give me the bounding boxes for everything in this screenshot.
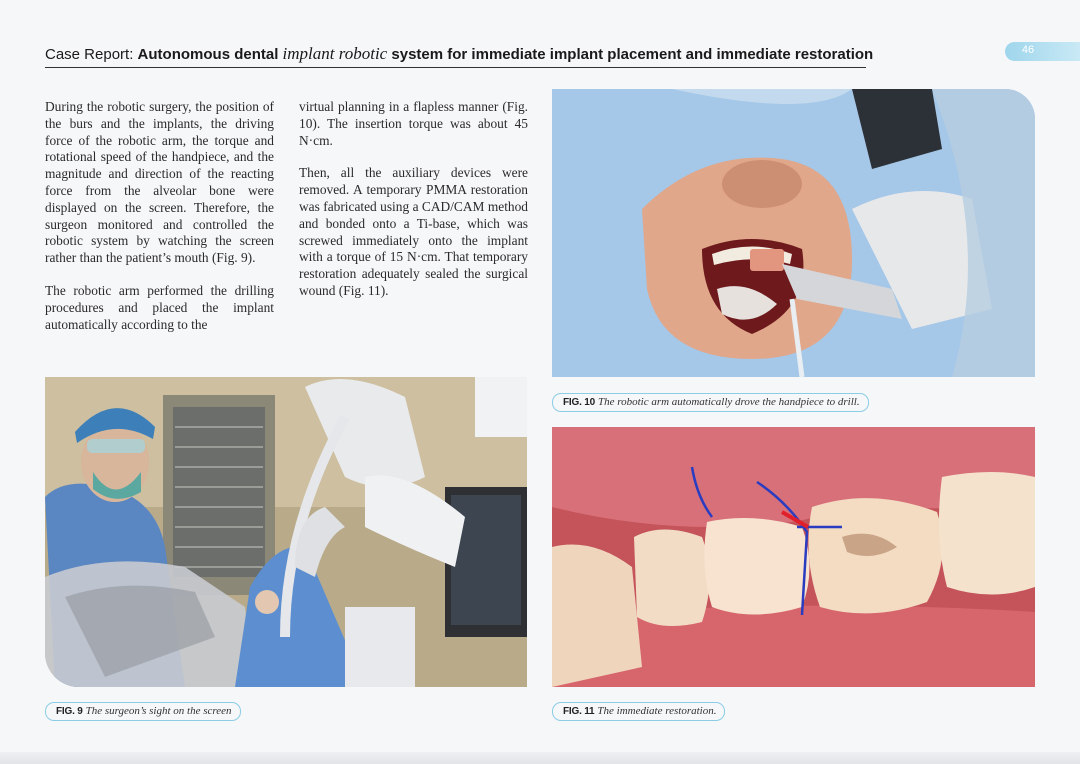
- fig11-caption: [552, 702, 725, 721]
- fig11-photo: [552, 427, 1035, 687]
- fig10-caption: [552, 393, 869, 412]
- fig9-photo: [45, 377, 527, 687]
- text-column-right: [299, 99, 528, 300]
- text-column-left: [45, 99, 274, 333]
- header-title-italic: implant robotic: [282, 44, 388, 63]
- footer-band: [0, 752, 1080, 764]
- fig10-photo: [552, 89, 1035, 377]
- paragraph-robotic-surgery: During the robotic surgery, the position of the burs and the implants, the driving force of the robotic arm, the torque and rotational speed of the handpiece, and the magnitude and direction of the reacting force from the alveolar bone were displayed on the screen. Therefore, the surgeon monitored and controlled the robotic system by watching the screen rather than the patient’s mouth (Fig. 9).: [45, 99, 274, 266]
- header-prefix: Case Report:: [45, 46, 138, 63]
- fig11-caption-text: The immediate restoration.: [597, 705, 717, 717]
- fig10-caption-text: The robotic arm automatically drove the handpiece to drill.: [597, 396, 860, 408]
- fig9-label: FIG. 9: [56, 706, 83, 717]
- running-header: [45, 44, 873, 64]
- fig9-caption: [45, 702, 241, 721]
- fig10-label: FIG. 10: [563, 397, 595, 408]
- page-number: 46: [1021, 44, 1035, 56]
- paragraph-robotic-arm: The robotic arm performed the drilling procedures and placed the implant automatically according to the: [45, 282, 274, 332]
- fig9-caption-text: The surgeon’s sight on the screen: [85, 705, 232, 717]
- paragraph-temporary-restoration: Then, all the auxiliary devices were removed. A temporary PMMA restoration was fabricated using a CAD/CAM method and bonded onto a Ti-base, which was screwed immediately onto the implant with a torque of 15 N·cm. That temporary restoration adequately sealed the surgical wound (Fig. 11).: [299, 165, 528, 298]
- page-number-tab: [1005, 42, 1080, 61]
- header-title-b: system for immediate implant placement and immediate restoration: [387, 46, 874, 63]
- header-rule: [45, 67, 866, 68]
- fig11-label: FIG. 11: [563, 706, 595, 717]
- header-title-a: Autonomous dental: [137, 46, 283, 63]
- paragraph-virtual-planning: virtual planning in a flapless manner (Fig. 10). The insertion torque was about 45 N·cm.: [299, 99, 528, 148]
